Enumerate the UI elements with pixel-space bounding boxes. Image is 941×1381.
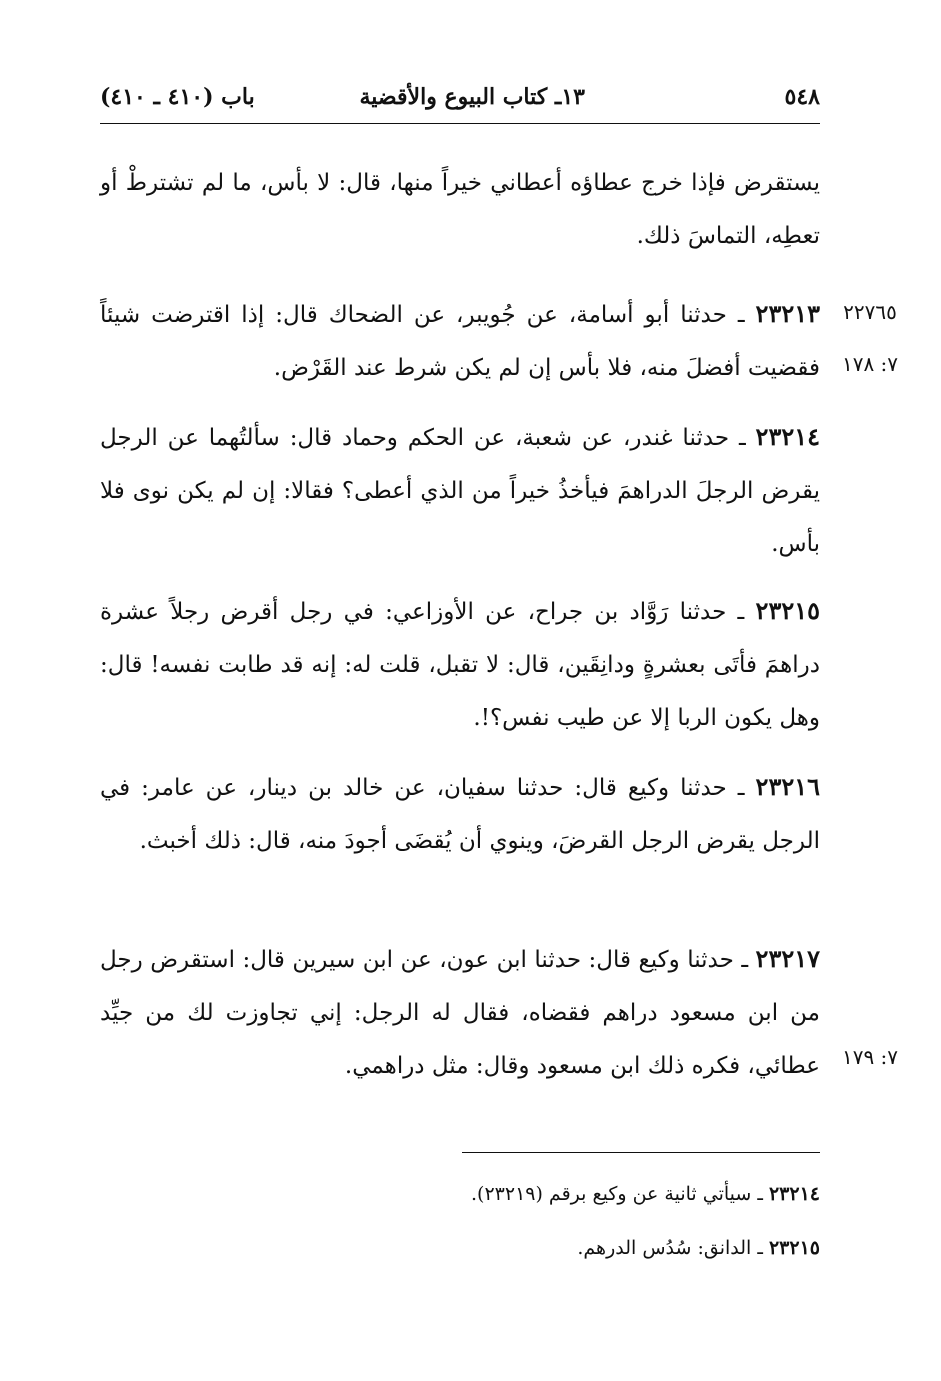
hadith-23217 xyxy=(100,932,820,1093)
hadith-23215 xyxy=(100,584,820,745)
hadith-23214 xyxy=(100,410,820,571)
paragraph-text: يستقرض فإذا خرج عطاؤه أعطاني خيراً منها، قال: لا بأس، ما لم تشترطْ أو تعطِه، التماسَ ذلك. xyxy=(100,170,820,249)
chapter-reference: باب (٤١٠ ـ ٤١٠) xyxy=(100,84,255,110)
margin-volume-page: ٧: ١٧٩ xyxy=(841,1045,899,1069)
hadith-text: ـ حدثنا أبو أسامة، عن جُويبر، عن الضحاك قال: إذا اقترضت شيئاً فقضيت أفضلَ منه، فلا بأس إن لم يكن شرط عند القَرْض. xyxy=(100,302,820,381)
margin-reference: ٢٢٧٦٥ xyxy=(843,300,897,324)
hadith-23216 xyxy=(100,760,820,868)
hadith-number: ٢٣٢١٥ xyxy=(755,596,820,625)
footnote-text: ـ الدانق: سُدُس الدرهم. xyxy=(577,1237,769,1259)
hadith-number: ٢٣٢١٧ xyxy=(755,944,820,973)
hadith-text: ـ حدثنا وكيع قال: حدثنا ابن عون، عن ابن سيرين قال: استقرض رجل من ابن مسعود دراهم فقضاه، فقال له الرجل: إني تجاوزت لك من جيِّد عطائي، فكره ذلك ابن مسعود وقال: مثل دراهمي. xyxy=(100,947,820,1079)
hadith-number: ٢٣٢١٦ xyxy=(755,772,820,801)
footnote xyxy=(300,1183,820,1205)
page-number: ٥٤٨ xyxy=(784,84,820,110)
footnote-number: ٢٣٢١٤ xyxy=(768,1183,820,1205)
page-header xyxy=(100,78,820,124)
footnote-text: ـ سيأتي ثانية عن وكيع برقم (٢٣٢١٩). xyxy=(471,1183,769,1205)
hadith-number: ٢٣٢١٤ xyxy=(755,422,820,451)
hadith-23213 xyxy=(100,287,820,395)
book-title: ١٣ـ كتاب البيوع والأقضية xyxy=(359,84,585,110)
footnote-number: ٢٣٢١٥ xyxy=(768,1237,820,1259)
hadith-number: ٢٣٢١٣ xyxy=(755,299,820,328)
hadith-text: ـ حدثنا وكيع قال: حدثنا سفيان، عن خالد بن دينار، عن عامر: في الرجل يقرض الرجل القرضَ، وينوي أن يُقضَى أجودَ منه، قال: ذلك أخبث. xyxy=(100,775,820,854)
hadith-text: ـ حدثنا رَوَّاد بن جراح، عن الأوزاعي: في رجل أقرض رجلاً عشرة دراهمَ فأتَى بعشرةٍ ودانِقَين، قال: لا تقبل، قلت له: إنه قد طابت نفسه! قال: وهل يكون الربا إلا عن طيب نفس؟!. xyxy=(100,599,820,731)
margin-volume-page: ٧: ١٧٨ xyxy=(841,352,899,376)
footnote xyxy=(300,1237,820,1259)
paragraph-continuation xyxy=(100,157,820,263)
hadith-text: ـ حدثنا غندر، عن شعبة، عن الحكم وحماد قال: سألتُهما عن الرجل يقرض الرجلَ الدراهمَ فيأخذُ خيراً من الذي أعطى؟ فقالا: إن لم يكن نوى فلا بأس. xyxy=(100,425,820,557)
header-divider xyxy=(100,123,820,124)
footnote-divider xyxy=(462,1152,820,1153)
